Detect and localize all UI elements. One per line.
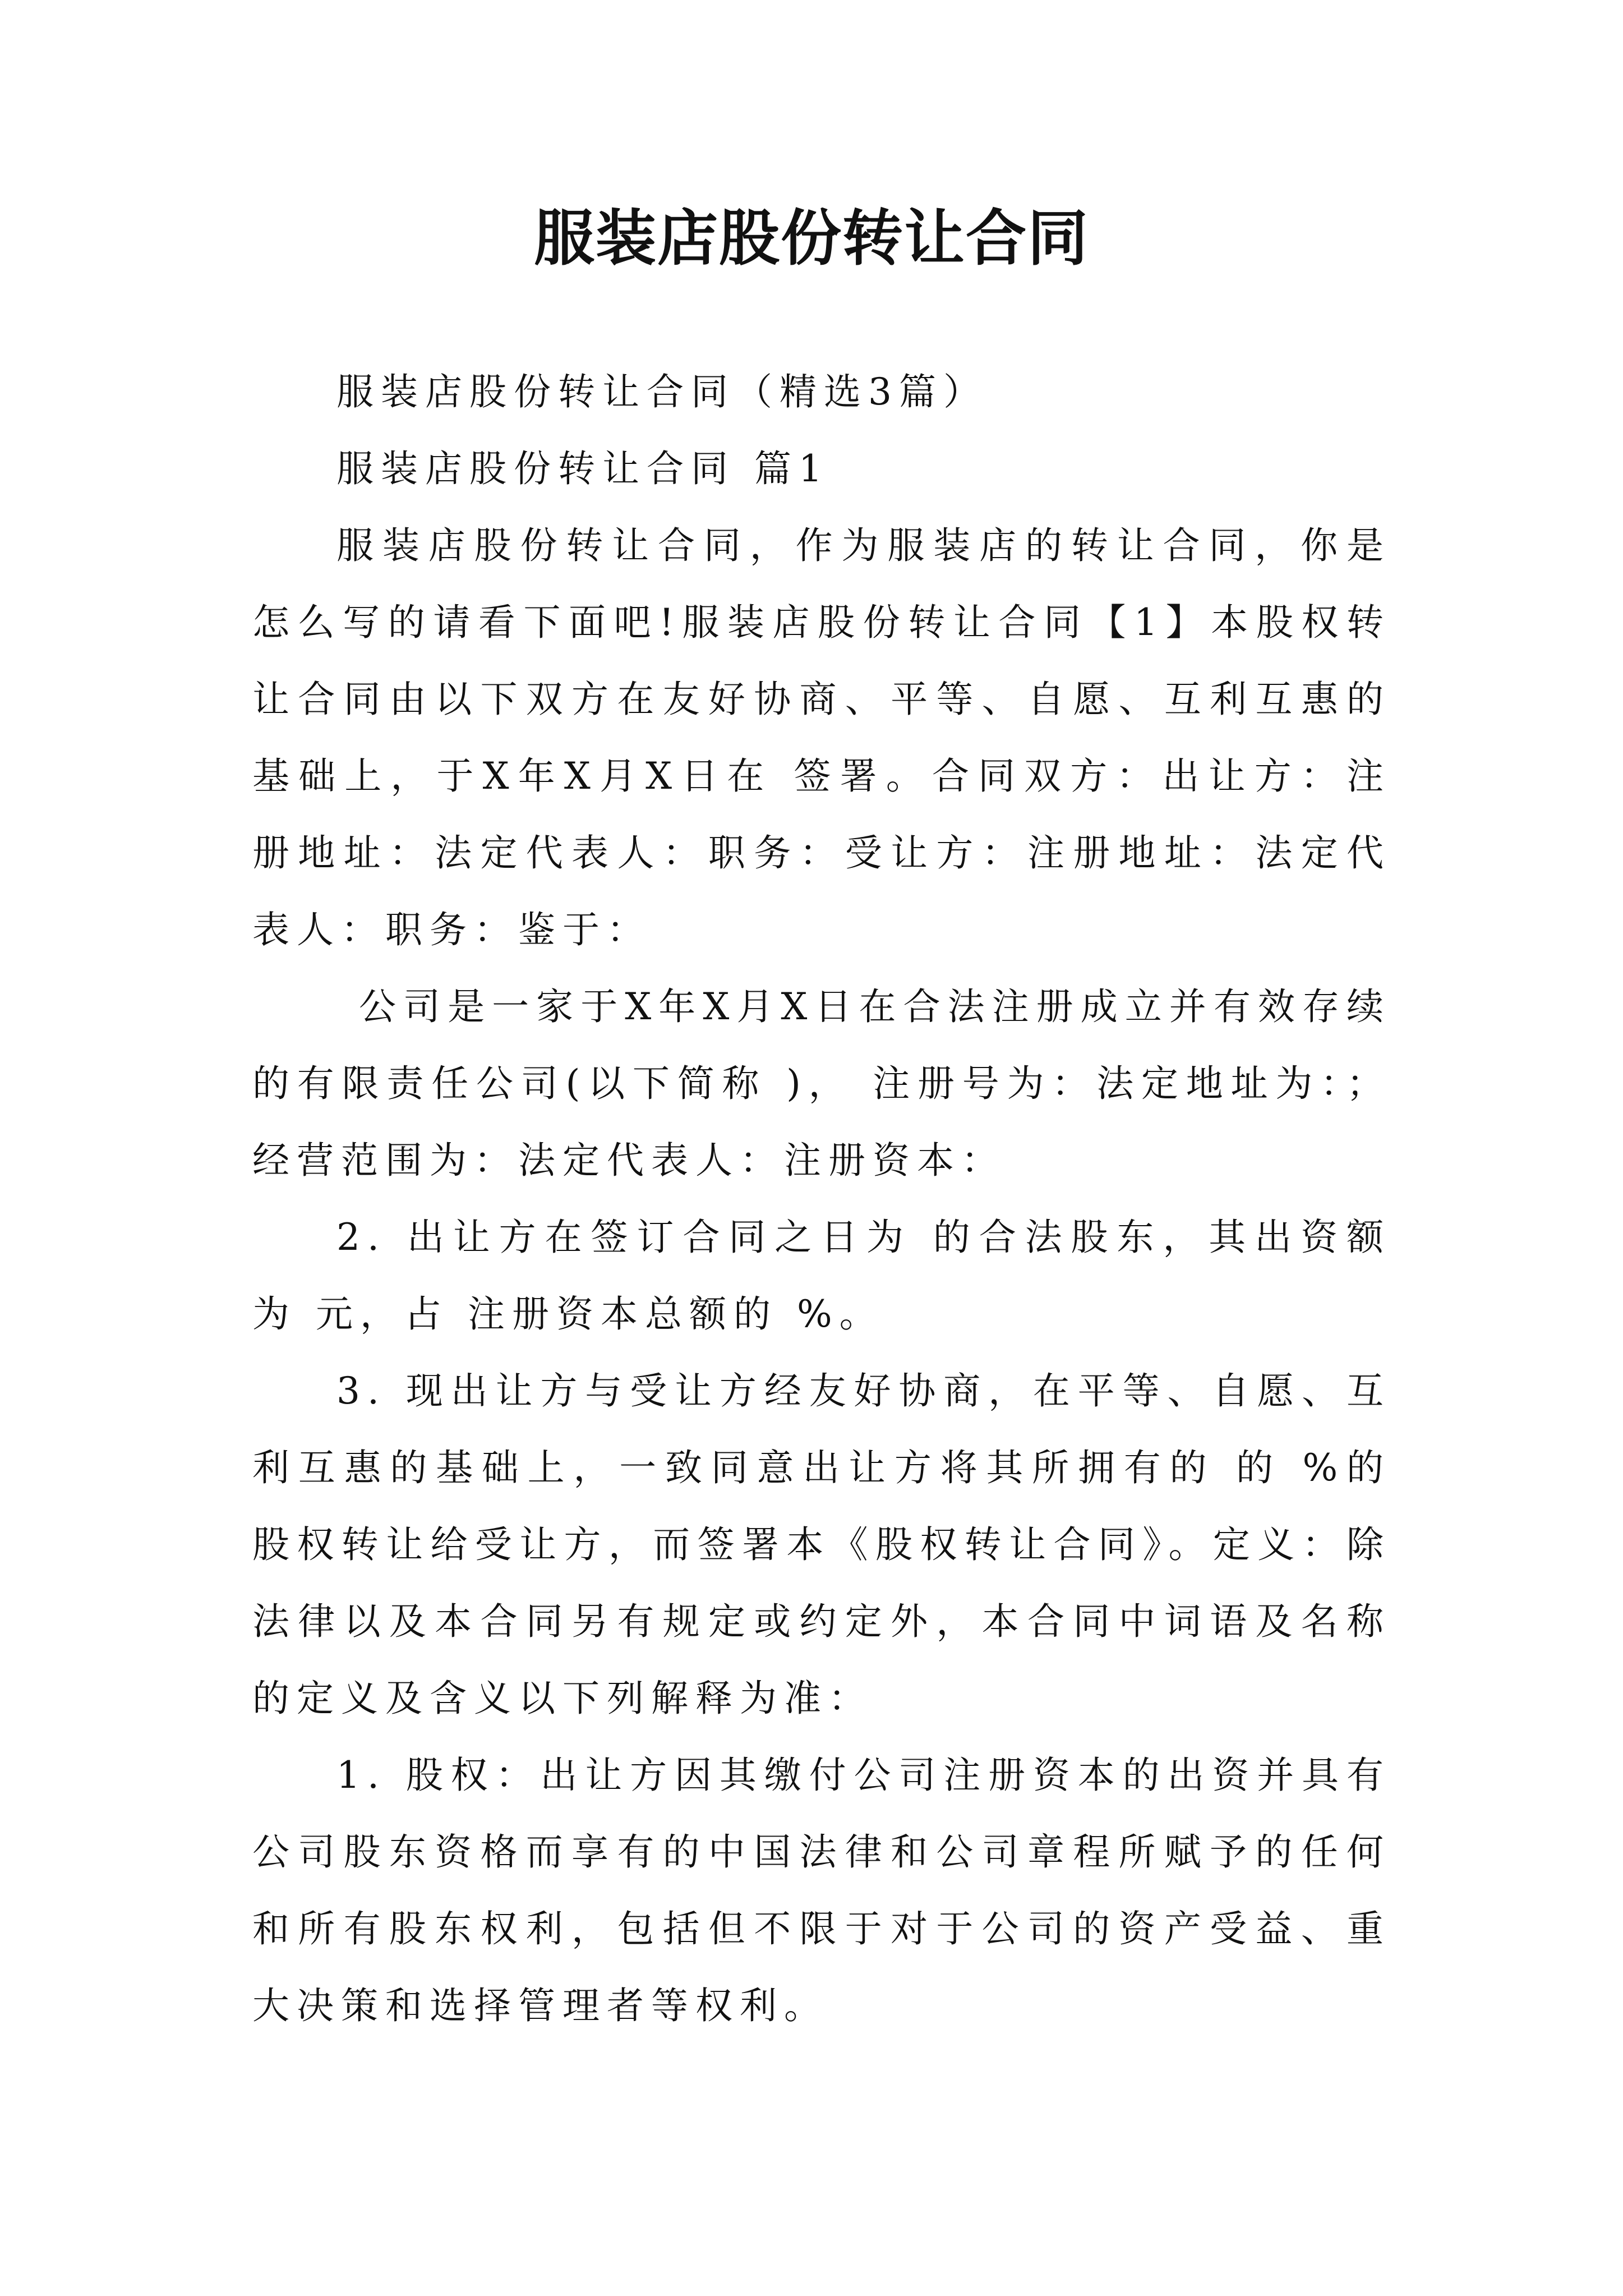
paragraph-item-2: 2. 出让方在签订合同之日为 的合法股东，其出资额为 元，占 注册资本总额的 %。 — [252, 1216, 1391, 1336]
paragraph-section-heading: 服装店股份转让合同 篇1 — [336, 447, 829, 490]
document-title: 服装店股份转让合同 — [533, 203, 1089, 274]
paragraph-company-info: 公司是一家于X年X月X日在合法注册成立并有效存续的有限责任公司(以下简称 )， 注册号为：法定地址为：；经营范围为：法定代表人：注册资本： — [252, 985, 1391, 1182]
paragraph-subtitle: 服装店股份转让合同（精选3篇） — [336, 370, 988, 413]
paragraph-intro: 服装店股份转让合同，作为服装店的转让合同，你是怎么写的请看下面吧!服装店股份转让合同【1】本股权转让合同由以下双方在友好协商、平等、自愿、互利互惠的基础上，于X年X月X日在 签署。合同双方：出让方：注册地址：法定代表人：职务：受让方：注册地址：法定代表人：职务：鉴于： — [252, 524, 1391, 951]
paragraph-definition-1: 1. 股权：出让方因其缴付公司注册资本的出资并具有公司股东资格而享有的中国法律和公司章程所赋予的任何和所有股东权利，包括但不限于对于公司的资产受益、重大决策和选择管理者等权利。 — [252, 1754, 1391, 2027]
document-body — [252, 353, 1391, 2044]
paragraph-item-3: 3. 现出让方与受让方经友好协商，在平等、自愿、互利互惠的基础上，一致同意出让方将其所拥有的 的 %的股权转让给受让方，而签署本《股权转让合同》。定义：除法律以及本合同另有规定或约定外，本合同中词语及名称的定义及含义以下列解释为准： — [252, 1369, 1391, 1720]
